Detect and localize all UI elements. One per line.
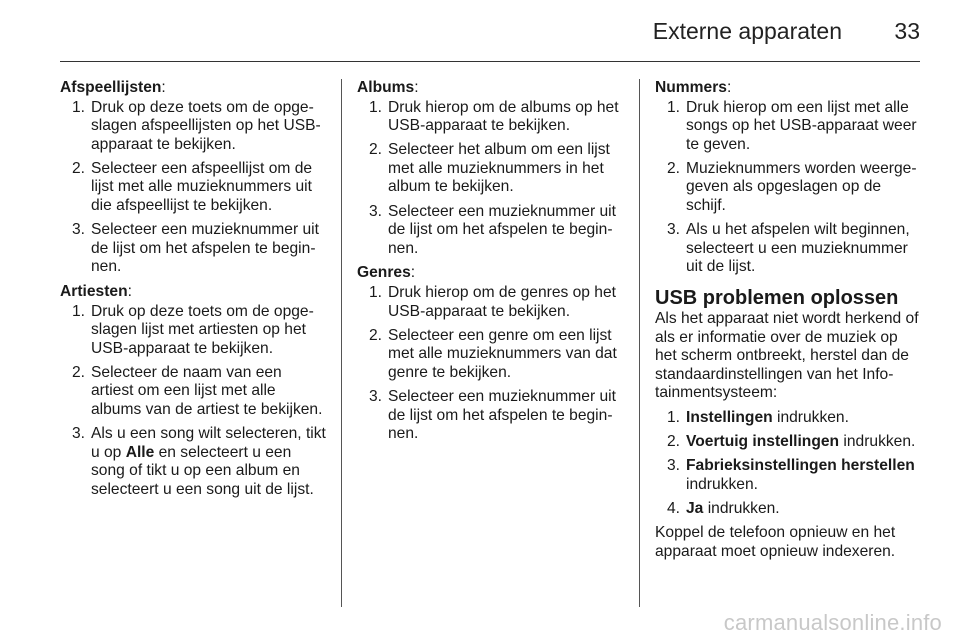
albums-list [357, 99, 625, 259]
list-item: 3 . Als u een song wilt selecteren, tikt u op Alle en selecteert u een song of tikt u op een album en selecteert u een song uit de lijst. [60, 425, 328, 499]
list-item: 3 . Selecteer een muzieknummer uit de lijst om het afspelen te beginnen. [357, 388, 625, 444]
list-item: 4 . Ja indrukken. [655, 500, 921, 519]
page-number: 33 [894, 18, 920, 44]
list-item: 1 . Druk hierop om de albums op het USB-apparaat te bekijken. [357, 99, 625, 136]
column-right [655, 79, 921, 568]
list-item: 2 . Voertuig instellingen indrukken. [655, 433, 921, 452]
reset-steps-list [655, 409, 921, 518]
page-header [60, 18, 920, 48]
usb-troubleshooting-outro: Koppel de telefoon opnieuw en het apparaat moet opnieuw indexeren. [655, 524, 896, 560]
usb-troubleshooting-title: USB problemen oplossen [655, 286, 899, 309]
column-divider [639, 79, 640, 607]
list-item: 1 . Druk op deze toets om de opgeslagen lijst met artiesten op het USB-apparaat te bekijken. [60, 303, 328, 359]
chapter-title: Externe apparaten [652, 18, 842, 44]
usb-troubleshooting-intro: Als het apparaat niet wordt herkend of als er informatie over de muziek op het scherm ontbreekt, herstel dan de standaardinstellingen van het Infotainmentsysteem: [655, 309, 919, 402]
factory-reset-label: Fabrieksinstellingen herstellen [686, 457, 915, 475]
settings-label: Instellingen [686, 408, 773, 426]
playlists-list [60, 99, 328, 277]
tracks-list [655, 99, 921, 277]
list-item: 3 . Selecteer een muzieknummer uit de lijst om het afspelen te beginnen. [357, 203, 625, 259]
list-item: 2 . Selecteer de naam van een artiest om een lijst met alle albums van de artiest te bekijken. [60, 364, 328, 420]
yes-label: Ja [686, 499, 704, 517]
all-label: Alle [125, 443, 155, 461]
vehicle-settings-label: Voertuig instellingen [686, 433, 840, 450]
list-item: 1 . Instellingen indrukken. [655, 409, 921, 428]
genres-list [357, 284, 625, 444]
list-item: 3 . Fabrieksinstellingen herstellen indrukken. [655, 457, 921, 494]
list-item: 3 . Selecteer een muzieknummer uit de lijst om het afspelen te beginnen. [60, 221, 328, 277]
list-item: 1 . Druk hierop om een lijst met alle songs op het USB-apparaat weer te geven. [655, 99, 921, 155]
section-heading-tracks: Nummers: [655, 79, 732, 96]
column-left [60, 79, 328, 505]
list-item: 1 . Druk hierop om de genres op het USB-apparaat te bekijken. [357, 284, 625, 321]
section-heading-albums: Albums: [357, 79, 419, 96]
section-heading-genres: Genres: [357, 264, 416, 282]
section-heading-playlists: Afspeellijsten: [60, 79, 166, 96]
list-item: 3 . Als u het afspelen wilt beginnen, selecteert u een muzieknummer uit de lijst. [655, 221, 921, 277]
column-divider [341, 79, 342, 607]
list-item: 2 . Muzieknummers worden weergegeven als opgeslagen op de schijf. [655, 160, 921, 216]
list-item: 1 . Druk op deze toets om de opgeslagen afspeellijsten op het USB-apparaat te bekijken. [60, 99, 328, 155]
watermark: carmanualsonline.info [723, 610, 942, 635]
section-heading-artists: Artiesten: [60, 282, 132, 300]
column-middle [357, 79, 625, 450]
list-item: 2 . Selecteer een genre om een lijst met alle muzieknummers van dat genre te bekijken. [357, 327, 625, 383]
artists-list [60, 303, 328, 500]
header-divider [60, 61, 920, 62]
list-item: 2 . Selecteer het album om een lijst met alle muzieknummers in het album te bekijken. [357, 141, 625, 197]
list-item: 2 . Selecteer een afspeellijst om de lijst met alle muzieknummers uit die afspeellijst te bekijken. [60, 160, 328, 216]
